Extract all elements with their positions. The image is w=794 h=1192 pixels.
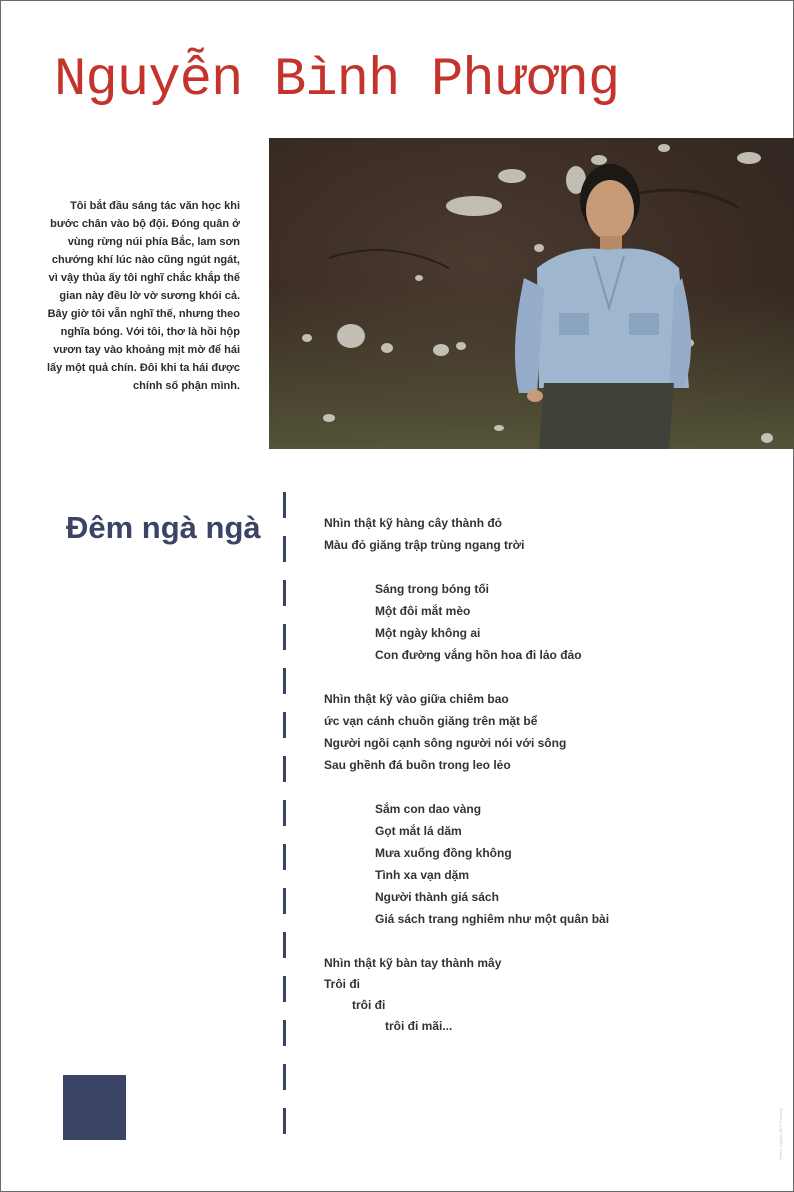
photo-credit: Photo: Nguyễn Bình Phương: [778, 1108, 783, 1160]
decorative-square: [63, 1075, 126, 1140]
intro-line: Tôi bắt đầu sáng tác văn học khi: [70, 200, 240, 212]
intro-line: vì vậy thủa ấy tôi nghĩ chắc khắp thế: [48, 272, 240, 284]
poem-line: Mưa xuống đồng không: [375, 846, 512, 860]
poem-line: Sắm con dao vàng: [375, 802, 482, 816]
poem-line: Con đường vắng hồn hoa đi lảo đảo: [375, 648, 582, 662]
poem-line: Người thành giá sách: [375, 890, 499, 904]
poem-line: Nhìn thật kỹ hàng cây thành đỏ: [324, 516, 503, 530]
poem-line: Màu đỏ giăng trập trùng ngang trời: [324, 538, 525, 552]
poem-line: Một ngày không ai: [375, 626, 481, 640]
intro-line: chướng khí lúc nào cũng ngút ngát,: [51, 254, 240, 266]
intro-line: nghĩa bóng. Với tôi, thơ là hồi hộp: [60, 326, 240, 338]
poem-line: Một đôi mắt mèo: [375, 604, 471, 618]
intro-line: bước chân vào bộ đội. Đóng quân ở: [50, 218, 240, 230]
author-photo: [269, 138, 794, 449]
intro-line: Bây giờ tôi vẫn nghĩ thế, nhưng theo: [47, 308, 240, 320]
poem-line: Gọt mắt lá dăm: [375, 824, 462, 838]
poem-title: Đêm ngà ngà: [66, 510, 261, 545]
poem-line: Nhìn thật kỹ vào giữa chiêm bao: [324, 692, 509, 706]
poem-line: Trôi đi: [324, 977, 360, 991]
intro-text: [40, 197, 240, 395]
poem-line: Sau ghềnh đá buồn trong leo lẻo: [324, 758, 511, 772]
intro-line: vùng rừng núi phía Bắc, lam sơn: [67, 236, 240, 248]
intro-line: vươn tay vào khoảng mịt mờ để hái: [53, 344, 240, 356]
poem-line: Nhìn thật kỹ bàn tay thành mây: [324, 956, 502, 970]
poem-line: Tình xa vạn dặm: [375, 868, 470, 882]
poem-line: ức vạn cánh chuồn giăng trên mặt bể: [324, 714, 538, 728]
intro-line: lấy một quả chín. Đôi khi ta hái được: [46, 362, 240, 374]
author-name: Nguyễn Bình Phương: [54, 50, 620, 111]
dashed-divider: [283, 492, 287, 1142]
poem-line: Người ngồi cạnh sông người nói với sông: [324, 736, 567, 750]
poem-line: trôi đi: [352, 998, 386, 1012]
poem-line: Sáng trong bóng tối: [375, 582, 489, 596]
poem-line: trôi đi mãi...: [385, 1019, 453, 1033]
poem-line: Giá sách trang nghiêm như một quân bài: [375, 912, 610, 926]
intro-line: gian này đều lờ vờ sương khói cả.: [59, 290, 240, 302]
intro-line: chính số phận mình.: [133, 380, 240, 392]
